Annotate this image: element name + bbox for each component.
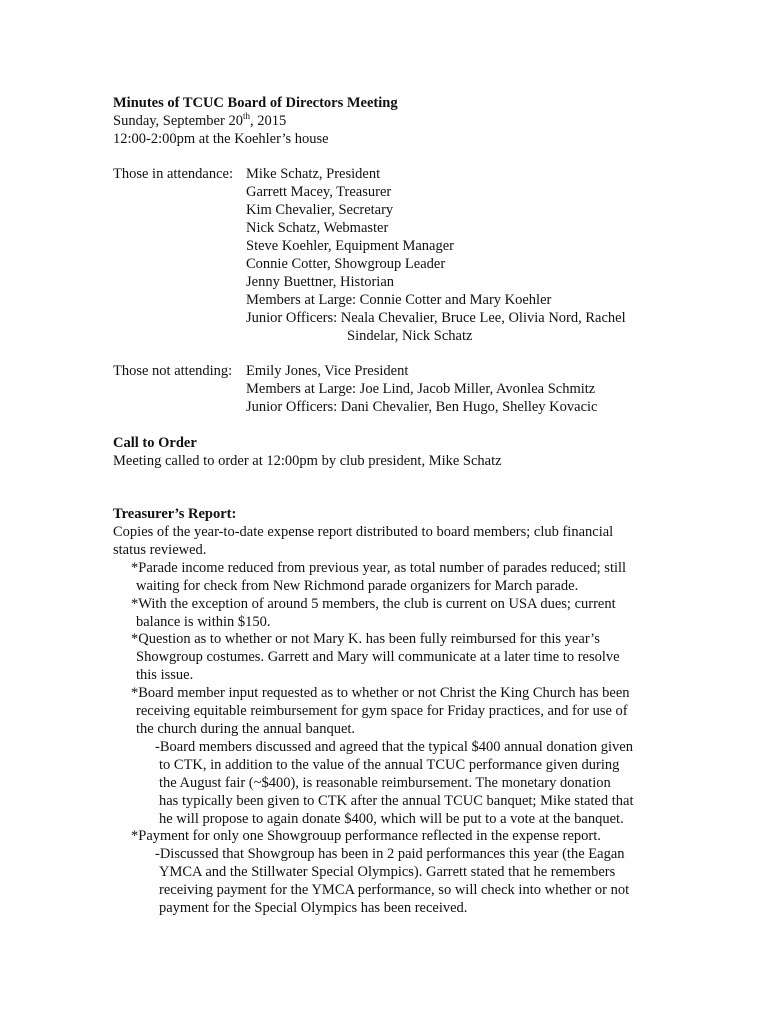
report-line: he will propose to again donate $400, which will be put to a vote at the banquet.	[159, 811, 624, 827]
attendee: Jenny Buettner, Historian	[246, 274, 395, 290]
report-line: *Payment for only one Showgrouup performance reflected in the expense report.	[131, 828, 601, 844]
absentee: Emily Jones, Vice President	[246, 363, 409, 379]
report-line: status reviewed.	[113, 542, 207, 558]
report-line: has typically been given to CTK after the annual TCUC banquet; Mike stated that	[159, 793, 634, 809]
report-line: Showgroup costumes. Garrett and Mary will communicate at a later time to resolve	[136, 649, 620, 665]
absentee: Members at Large: Joe Lind, Jacob Miller, Avonlea Schmitz	[246, 381, 596, 397]
report-line: this issue.	[136, 667, 194, 683]
attendee: Nick Schatz, Webmaster	[246, 220, 389, 236]
report-line: receiving equitable reimbursement for gym space for Friday practices, and for use of	[136, 703, 628, 719]
call-to-order-heading: Call to Order	[113, 435, 197, 451]
attendee: Kim Chevalier, Secretary	[246, 202, 394, 218]
absent-label: Those not attending:	[113, 363, 233, 379]
report-line: waiting for check from New Richmond parade organizers for March parade.	[136, 578, 579, 594]
report-line: the August fair (~$400), is reasonable reimbursement. The monetary donation	[159, 775, 611, 791]
attendance-label: Those in attendance:	[113, 166, 233, 182]
attendee: Steve Koehler, Equipment Manager	[246, 238, 454, 254]
report-line: balance is within $150.	[136, 614, 271, 630]
date-year: , 2015	[249, 113, 287, 129]
attendee: Junior Officers: Neala Chevalier, Bruce Lee, Olivia Nord, Rachel	[246, 310, 626, 326]
meeting-date	[113, 112, 286, 130]
attendee-continuation: Sindelar, Nick Schatz	[347, 328, 473, 344]
report-line: the church during the annual banquet.	[136, 721, 356, 737]
date-superscript: th	[242, 111, 250, 122]
report-line: *With the exception of around 5 members, the club is current on USA dues; current	[131, 596, 616, 612]
report-line: -Discussed that Showgroup has been in 2 paid performances this year (the Eagan	[155, 846, 625, 862]
report-line: *Question as to whether or not Mary K. has been fully reimbursed for this year’s	[131, 631, 600, 647]
report-line: payment for the Special Olympics has been received.	[159, 900, 468, 916]
report-line: -Board members discussed and agreed that the typical $400 annual donation given	[155, 739, 633, 755]
absentee: Junior Officers: Dani Chevalier, Ben Hugo, Shelley Kovacic	[246, 399, 598, 415]
call-to-order-text: Meeting called to order at 12:00pm by club president, Mike Schatz	[113, 453, 502, 469]
report-line: *Board member input requested as to whether or not Christ the King Church has been	[131, 685, 630, 701]
attendee: Garrett Macey, Treasurer	[246, 184, 392, 200]
report-line: *Parade income reduced from previous year, as total number of parades reduced; still	[131, 560, 627, 576]
attendee: Connie Cotter, Showgroup Leader	[246, 256, 446, 272]
attendee: Mike Schatz, President	[246, 166, 381, 182]
report-line: receiving payment for the YMCA performance, so will check into whether or not	[159, 882, 630, 898]
meeting-time-place: 12:00-2:00pm at the Koehler’s house	[113, 131, 329, 147]
date-text: Sunday, September 20	[113, 113, 243, 129]
report-line: YMCA and the Stillwater Special Olympics). Garrett stated that he remembers	[159, 864, 616, 880]
document-title: Minutes of TCUC Board of Directors Meeting	[113, 95, 398, 111]
attendee: Members at Large: Connie Cotter and Mary Koehler	[246, 292, 552, 308]
report-line: Copies of the year-to-date expense report distributed to board members; club financial	[113, 524, 614, 540]
treasurer-report-heading: Treasurer’s Report:	[113, 506, 237, 522]
report-line: to CTK, in addition to the value of the annual TCUC performance given during	[159, 757, 620, 773]
